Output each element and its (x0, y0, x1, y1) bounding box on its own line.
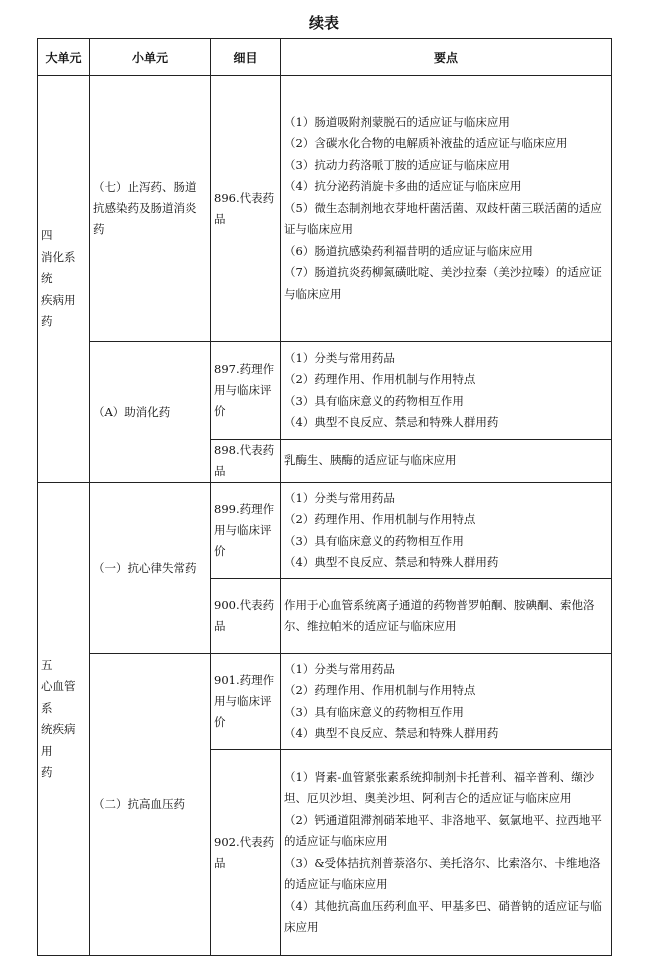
major-unit-line: 统疾病用 (41, 722, 76, 758)
detail-cell: 901.药理作用与临床评价 (211, 654, 281, 750)
minor-unit-cell: （七）止泻药、肠道抗感染药及肠道消炎药 (90, 76, 211, 342)
major-unit-line: 药 (41, 765, 53, 779)
point-item: （3）具有临床意义的药物相互作用 (284, 533, 464, 548)
point-item: （1）分类与常用药品 (284, 350, 395, 365)
point-item: （7）肠道抗炎药柳氮磺吡啶、美沙拉秦（美沙拉嗪）的适应证与临床应用 (284, 265, 602, 301)
header-minor: 小单元 (90, 39, 211, 76)
major-unit-line: 疾病用药 (41, 292, 76, 329)
point-item: （1）分类与常用药品 (284, 661, 395, 676)
point-item: （1）肾素-血管紧张素系统抑制剂卡托普利、福辛普利、缬沙坦、厄贝沙坦、奥美沙坦、阿利吉仑的适应证与临床应用 (284, 769, 595, 805)
header-detail: 细目 (211, 39, 281, 76)
detail-cell: 898.代表药品 (211, 440, 281, 483)
points-cell (281, 440, 612, 483)
point-item: 乳酶生、胰酶的适应证与临床应用 (284, 453, 457, 468)
point-item: （3）抗动力药洛哌丁胺的适应证与临床应用 (284, 157, 510, 172)
detail-cell: 900.代表药品 (211, 579, 281, 654)
points-cell (281, 750, 612, 956)
points-cell (281, 654, 612, 750)
detail-cell: 899.药理作用与临床评价 (211, 483, 281, 579)
point-item: （4）典型不良反应、禁忌和特殊人群用药 (284, 726, 499, 740)
header-major: 大单元 (38, 39, 90, 76)
minor-unit-cell: （一）抗心律失常药 (90, 483, 211, 654)
point-item: （2）钙通道阻滞剂硝苯地平、非洛地平、氨氯地平、拉西地平的适应证与临床应用 (284, 812, 602, 848)
detail-cell: 902.代表药品 (211, 750, 281, 956)
detail-cell: 897.药理作用与临床评价 (211, 342, 281, 440)
point-item: （6）肠道抗感染药利福昔明的适应证与临床应用 (284, 243, 533, 258)
major-unit-line: 消化系统 (41, 249, 76, 286)
major-unit-cell (38, 76, 90, 483)
point-item: （2）药理作用、作用机制与作用特点 (284, 683, 476, 697)
point-item: （4）抗分泌药消旋卡多曲的适应证与临床应用 (284, 179, 522, 194)
table-row (38, 76, 612, 342)
point-item: （4）典型不良反应、禁忌和特殊人群用药 (284, 415, 499, 429)
point-item: （1）分类与常用药品 (284, 490, 395, 505)
point-item: 作用于心血管系统离子通道的药物普罗帕酮、胺碘酮、索他洛尔、维拉帕米的适应证与临床应用 (284, 597, 595, 633)
major-unit-line: 五 (41, 657, 53, 672)
table-row (38, 654, 612, 750)
major-unit-line: 四 (41, 228, 53, 243)
point-item: （3）&受体拮抗剂普萘洛尔、美托洛尔、比索洛尔、卡维地洛的适应证与临床应用 (284, 855, 601, 891)
point-item: （3）具有临床意义的药物相互作用 (284, 704, 464, 719)
table-header-row (38, 39, 612, 76)
point-item: （4）典型不良反应、禁忌和特殊人群用药 (284, 555, 499, 569)
points-cell (281, 579, 612, 654)
point-item: （4）其他抗高血压药利血平、甲基多巴、硝普钠的适应证与临床应用 (284, 898, 602, 934)
minor-unit-cell: （A）助消化药 (90, 342, 211, 483)
minor-unit-cell: （二）抗高血压药 (90, 654, 211, 956)
header-points: 要点 (281, 39, 612, 76)
points-cell (281, 76, 612, 342)
point-item: （2）药理作用、作用机制与作用特点 (284, 372, 476, 386)
point-item: （3）具有临床意义的药物相互作用 (284, 393, 464, 408)
points-cell (281, 483, 612, 579)
point-item: （5）微生态制剂地衣芽地杆菌活菌、双歧杆菌三联活菌的适应证与临床应用 (284, 200, 602, 237)
syllabus-table (37, 38, 612, 956)
table-row (38, 342, 612, 440)
point-item: （2）含碳水化合物的电解质补液盐的适应证与临床应用 (284, 136, 568, 151)
major-unit-line: 心血管系 (41, 679, 76, 715)
major-unit-cell (38, 483, 90, 956)
page-title: 续表 (308, 14, 339, 32)
point-item: （1）肠道吸附剂蒙脱石的适应证与临床应用 (284, 114, 510, 129)
points-cell (281, 342, 612, 440)
point-item: （2）药理作用、作用机制与作用特点 (284, 512, 476, 526)
table-row (38, 483, 612, 579)
detail-cell: 896.代表药品 (211, 76, 281, 342)
